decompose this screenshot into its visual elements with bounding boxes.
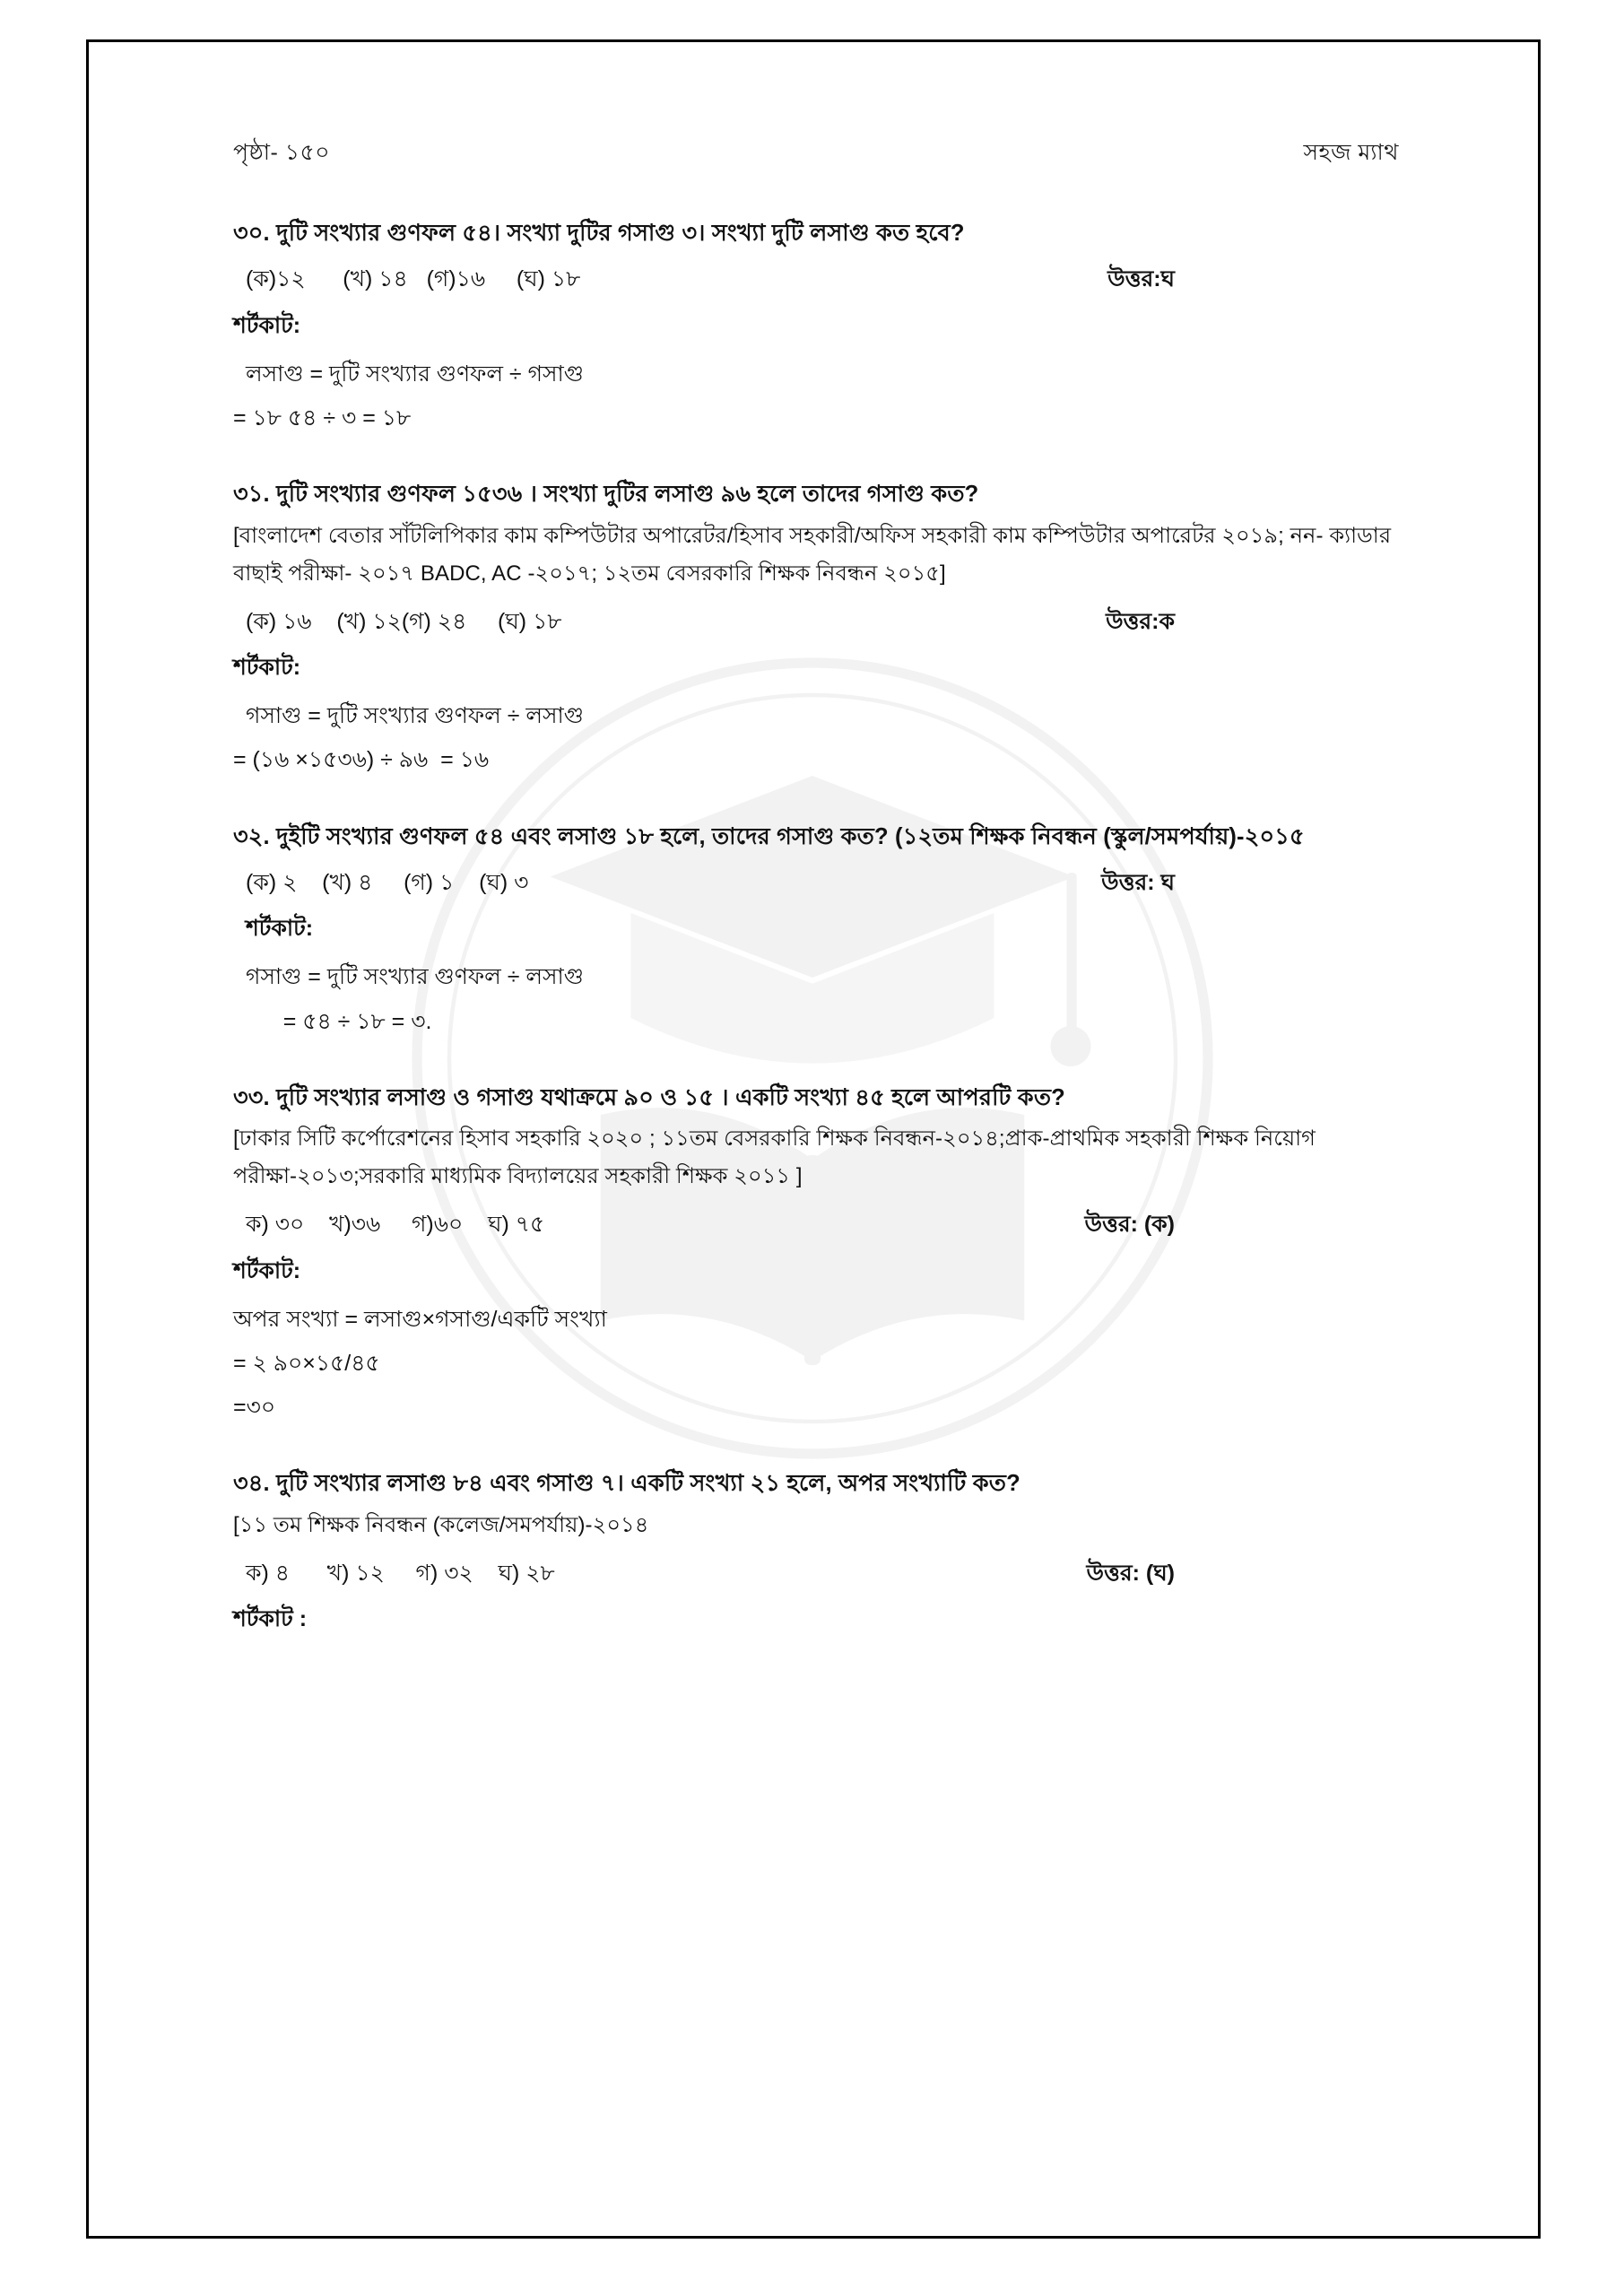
question-options-row <box>233 605 1399 639</box>
solution-line: = ৫৪ ÷ ১৮ = ৩. <box>246 1008 432 1034</box>
page-number: পৃষ্ঠা- ১৫০ <box>233 140 330 165</box>
question-title: ৩৪. দুটি সংখ্যার লসাগু ৮৪ এবং গসাগু ৭। একটি সংখ্যা ২১ হলে, অপর সংখ্যাটি কত? <box>233 1471 1020 1497</box>
solution-line: লসাগু = দুটি সংখ্যার গুণফল ÷ গসাগু <box>246 361 584 387</box>
answer-label: উত্তর: (ক) <box>1084 1212 1175 1237</box>
question-block <box>233 820 1399 1038</box>
shortcut-label: শর্টকাট: <box>233 1257 301 1283</box>
question-source: [ঢাকার সিটি কর্পোরেশনের হিসাব সহকারি ২০২০ ; ১১তম বেসরকারি শিক্ষক নিবন্ধন-২০১৪;প্রাক-প্রাথমিক সহকারী শিক্ষক নিয়োগ পরীক্ষা-২০১৩;সরকারি মাধ্যমিক বিদ্যালয়ের সহকারী শিক্ষক ২০১১ ] <box>233 1126 1316 1188</box>
shortcut-label: শর্টকাট: <box>233 655 301 680</box>
solution-line: = ২ ৯০×১৫/৪৫ <box>233 1350 380 1376</box>
solution-line: =৩০ <box>233 1395 276 1420</box>
question-options-row <box>233 1208 1399 1242</box>
solution-line: = ১৮ ৫৪ ÷ ৩ = ১৮ <box>233 405 412 430</box>
questions-body <box>135 216 1498 1639</box>
question-block <box>233 1081 1399 1424</box>
question-source: [১১ তম শিক্ষক নিবন্ধন (কলেজ/সমপর্যায়)-২০১৪ <box>233 1512 649 1537</box>
answer-label: উত্তর: ঘ <box>1101 869 1175 895</box>
question-block <box>233 1466 1399 1639</box>
question-title: ৩৩. দুটি সংখ্যার লসাগু ও গসাগু যথাক্রমে ৯০ ও ১৫ । একটি সংখ্যা ৪৫ হলে আপরটি কত? <box>233 1084 1065 1110</box>
answer-label: উত্তর: (ঘ) <box>1086 1560 1175 1586</box>
question-options-row <box>233 263 1399 297</box>
answer-label: উত্তর:ক <box>1106 608 1175 634</box>
book-title: সহজ ম্যাথ <box>1303 140 1399 165</box>
question-options-row <box>233 866 1399 900</box>
shortcut-label: শর্টকাট: <box>233 312 301 338</box>
question-block <box>233 216 1399 434</box>
option-list: (ক) ২ (খ) ৪ (গ) ১ (ঘ) ৩ <box>246 869 529 895</box>
solution-line: গসাগু = দুটি সংখ্যার গুণফল ÷ লসাগু <box>246 703 584 728</box>
question-block <box>233 477 1399 776</box>
shortcut-label: শর্টকাট: <box>246 916 314 942</box>
shortcut-label: শর্টকাট : <box>233 1606 308 1631</box>
solution-line: গসাগু = দুটি সংখ্যার গুণফল ÷ লসাগু <box>246 964 584 990</box>
question-title: ৩১. দুটি সংখ্যার গুণফল ১৫৩৬ । সংখ্যা দুটির লসাগু ৯৬ হলে তাদের গসাগু কত? <box>233 482 979 508</box>
option-list: ক) ৪ খ) ১২ গ) ৩২ ঘ) ২৮ <box>246 1560 555 1586</box>
question-options-row <box>233 1557 1399 1591</box>
page-content <box>135 72 1498 1639</box>
answer-label: উত্তর:ঘ <box>1107 266 1175 292</box>
question-title: ৩২. দুইটি সংখ্যার গুণফল ৫৪ এবং লসাগু ১৮ হলে, তাদের গসাগু কত? (১২তম শিক্ষক নিবন্ধন (স্কুল/সমপর্যায়)-২০১৫ <box>233 823 1305 849</box>
option-list: ক) ৩০ খ)৩৬ গ)৬০ ঘ) ৭৫ <box>246 1212 545 1237</box>
page-header <box>135 72 1498 173</box>
question-title: ৩০. দুটি সংখ্যার গুণফল ৫৪। সংখ্যা দুটির গসাগু ৩। সংখ্যা দুটি লসাগু কত হবে? <box>233 221 965 246</box>
solution-line: = (১৬ ×১৫৩৬) ÷ ৯৬ = ১৬ <box>233 747 490 773</box>
solution-line: অপর সংখ্যা = লসাগু×গসাগু/একটি সংখ্যা <box>233 1306 607 1332</box>
option-list: (ক) ১৬ (খ) ১২(গ) ২৪ (ঘ) ১৮ <box>246 608 562 634</box>
question-source: [বাংলাদেশ বেতার সাঁটলিপিকার কাম কম্পিউটার অপারেটর/হিসাব সহকারী/অফিস সহকারী কাম কম্পিউটার অপারেটর ২০১৯; নন- ক্যাডার বাছাই পরীক্ষা- ২০১৭ BADC, AC -২০১৭; ১২তম বেসরকারি শিক্ষক নিবন্ধন ২০১৫] <box>233 523 1392 586</box>
option-list: (ক)১২ (খ) ১৪ (গ)১৬ (ঘ) ১৮ <box>246 266 581 292</box>
